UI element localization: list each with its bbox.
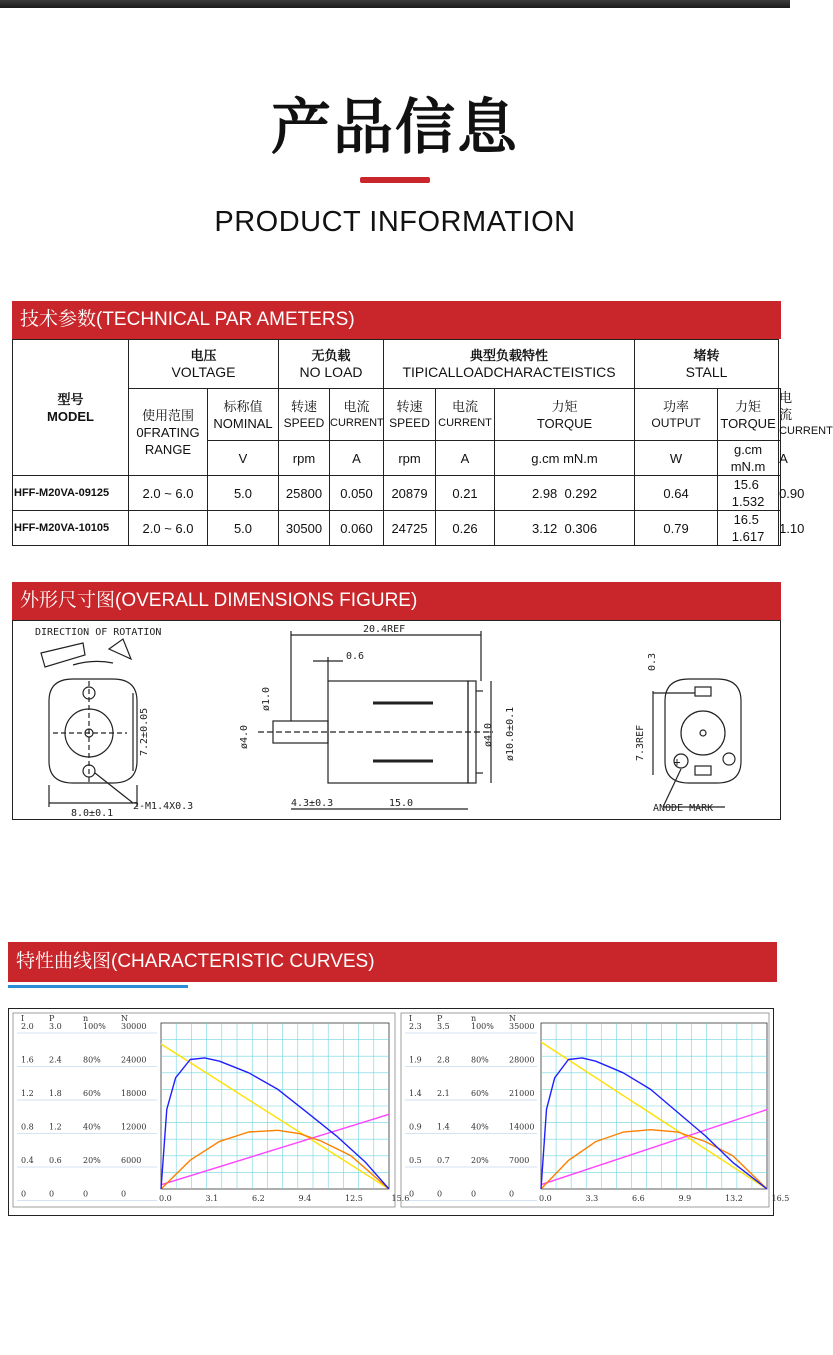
ld-speed-header bbox=[384, 389, 436, 441]
axis-header: I bbox=[21, 1014, 25, 1023]
dim-204-label: 20.4REF bbox=[363, 624, 406, 635]
curves-panel bbox=[8, 1008, 790, 1216]
cell-ld-torque-g: 3.12 bbox=[531, 520, 558, 536]
unit-w: W bbox=[635, 441, 718, 476]
scale-label: 1.9 bbox=[409, 1055, 422, 1065]
section-bar-technical: 技术参数(TECHNICAL PAR AMETERS) bbox=[12, 301, 781, 339]
rotation-arc bbox=[73, 661, 113, 665]
range-header-en1: 0FRATING bbox=[136, 424, 200, 440]
voltage-header bbox=[129, 340, 279, 389]
axis-header: N bbox=[121, 1014, 128, 1023]
scale-label: 1.4 bbox=[437, 1122, 450, 1132]
x-tick-label: 9.4 bbox=[298, 1194, 312, 1203]
scale-label: 20% bbox=[471, 1156, 489, 1165]
anode-plus-icon: + bbox=[673, 755, 681, 769]
scale-label: 40% bbox=[83, 1122, 101, 1132]
scale-label: 14000 bbox=[509, 1122, 535, 1132]
dim-phi100-label: ø10.0±0.1 bbox=[505, 706, 516, 761]
cell-nominal: 5.0 bbox=[208, 476, 279, 511]
cell-range: 2.0 ~ 6.0 bbox=[129, 476, 208, 511]
cell-model: HFF-M20VA-09125 bbox=[13, 476, 129, 511]
anode-label: ANODE MARK bbox=[653, 803, 714, 814]
scale-label: 20% bbox=[83, 1156, 101, 1165]
nl-speed-header bbox=[279, 389, 330, 441]
scale-label: 60% bbox=[83, 1089, 101, 1098]
nominal-header bbox=[208, 389, 279, 441]
axis-header: I bbox=[409, 1014, 413, 1023]
range-header-cn: 使用范围 bbox=[141, 407, 194, 423]
ld-torque-header bbox=[495, 389, 635, 441]
cell-model: HFF-M20VA-10105 bbox=[13, 511, 129, 546]
scale-label: 3.0 bbox=[49, 1022, 62, 1031]
scale-label: 28000 bbox=[509, 1055, 535, 1065]
rear-terminal-bottom bbox=[695, 766, 711, 775]
scale-label: 1.6 bbox=[21, 1055, 34, 1065]
unit-rpm-nl: rpm bbox=[279, 441, 330, 476]
scale-label: 1.2 bbox=[21, 1089, 34, 1098]
dim-03-label: 0.3 bbox=[647, 652, 658, 671]
noload-header bbox=[279, 340, 384, 389]
stall-header-cn: 堵转 bbox=[693, 348, 720, 363]
scale-label: 2.0 bbox=[21, 1022, 34, 1031]
axis-header: P bbox=[437, 1014, 443, 1023]
dim-direction-label: DIRECTION OF ROTATION bbox=[35, 627, 162, 638]
table-row bbox=[13, 511, 781, 546]
cell-ld-torque bbox=[495, 511, 635, 546]
model-header bbox=[13, 340, 129, 476]
dim-screw-label: 2-M1.4X0.3 bbox=[133, 801, 194, 812]
cell-nl-speed: 25800 bbox=[279, 476, 330, 511]
output-cn: 功率 bbox=[663, 398, 690, 414]
scale-label: 0.6 bbox=[49, 1156, 62, 1165]
nl-speed-en: SPEED bbox=[283, 415, 325, 430]
voltage-header-en: VOLTAGE bbox=[171, 364, 236, 380]
typical-header-cn: 典型负载特性 bbox=[470, 348, 549, 363]
x-tick-label: 13.2 bbox=[725, 1194, 743, 1203]
typical-header-en: TIPICALLOADCHARACTEISTICS bbox=[402, 364, 616, 380]
cell-ld-torque bbox=[495, 476, 635, 511]
cell-nl-speed: 30500 bbox=[279, 511, 330, 546]
scale-label: 2.4 bbox=[49, 1055, 62, 1065]
cell-ld-current: 0.26 bbox=[436, 511, 495, 546]
cell-ld-speed: 24725 bbox=[384, 511, 436, 546]
dim-73-label: 7.3REF bbox=[635, 724, 646, 761]
scale-label: 0.8 bbox=[21, 1122, 34, 1132]
scale-label: 40% bbox=[471, 1122, 489, 1132]
scale-label: 30000 bbox=[121, 1022, 147, 1031]
st-current-header bbox=[779, 389, 833, 441]
dim-phi40a-label: ø4.0 bbox=[239, 724, 250, 749]
rear-terminal-top bbox=[695, 687, 711, 696]
axis-header: N bbox=[509, 1014, 516, 1023]
scale-label: 18000 bbox=[121, 1089, 147, 1098]
ld-speed-cn: 转速 bbox=[396, 398, 423, 414]
scale-label: 24000 bbox=[121, 1055, 147, 1065]
x-tick-label: 16.5 bbox=[771, 1194, 790, 1203]
scale-label: 12000 bbox=[121, 1122, 147, 1132]
range-header-en2: RANGE bbox=[144, 441, 192, 457]
nominal-en: NOMINAL bbox=[213, 415, 273, 431]
scale-label: 80% bbox=[471, 1055, 489, 1065]
unit-torque-ld: g.cm mN.m bbox=[495, 441, 635, 476]
scale-label: 2.1 bbox=[437, 1089, 450, 1098]
scale-label: 0 bbox=[21, 1189, 27, 1199]
section-bar-dimensions: 外形尺寸图(OVERALL DIMENSIONS FIGURE) bbox=[12, 582, 781, 620]
cell-ld-current: 0.21 bbox=[436, 476, 495, 511]
model-header-cn: 型号 bbox=[57, 391, 84, 407]
table-row bbox=[13, 476, 781, 511]
x-tick-label: 0.0 bbox=[159, 1194, 172, 1203]
nl-current-header bbox=[330, 389, 384, 441]
scale-label: 1.4 bbox=[409, 1089, 422, 1098]
scale-label: 100% bbox=[83, 1022, 106, 1031]
cell-st-torque-g: 16.5 bbox=[733, 512, 759, 527]
nl-speed-cn: 转速 bbox=[290, 398, 317, 414]
range-header bbox=[129, 389, 208, 476]
scale-label: 0 bbox=[121, 1189, 127, 1199]
rear-view-vent bbox=[723, 753, 735, 765]
cell-ld-output: 0.79 bbox=[635, 511, 718, 546]
st-torque-cn: 力矩 bbox=[735, 398, 762, 414]
axis-header: P bbox=[49, 1014, 55, 1023]
dim-phi40b-label: ø4.0 bbox=[483, 722, 494, 747]
top-bar bbox=[0, 0, 790, 8]
dimensions-drawing bbox=[13, 621, 780, 819]
anode-leader bbox=[663, 769, 681, 807]
ld-current-en: CURRENT bbox=[438, 416, 492, 429]
unit-torque-st: g.cm mN.m bbox=[718, 441, 779, 476]
cell-ld-speed: 20879 bbox=[384, 476, 436, 511]
dim-phi10-label: ø1.0 bbox=[261, 686, 272, 711]
unit-v: V bbox=[208, 441, 279, 476]
nl-current-cn: 电流 bbox=[343, 398, 370, 414]
scale-label: 0 bbox=[471, 1189, 477, 1199]
scale-label: 1.8 bbox=[49, 1089, 62, 1098]
scale-label: 0 bbox=[83, 1189, 89, 1199]
screw-leader bbox=[95, 773, 133, 803]
output-header bbox=[635, 389, 718, 441]
output-en: OUTPUT bbox=[651, 415, 701, 430]
st-current-en: CURRENT bbox=[779, 425, 833, 437]
scale-label: 0.5 bbox=[409, 1156, 422, 1165]
dim-80-label: 8.0±0.1 bbox=[71, 808, 114, 819]
axis-header: n bbox=[471, 1014, 477, 1023]
x-tick-label: 12.5 bbox=[345, 1194, 363, 1203]
cell-st-torque-mn: 1.532 bbox=[731, 494, 765, 509]
scale-label: 60% bbox=[471, 1089, 489, 1098]
rotation-arrow-right bbox=[109, 639, 131, 659]
x-tick-label: 6.2 bbox=[252, 1194, 265, 1203]
cell-nl-current: 0.050 bbox=[330, 476, 384, 511]
cell-ld-output: 0.64 bbox=[635, 476, 718, 511]
scale-label: 7000 bbox=[509, 1156, 530, 1165]
x-tick-label: 3.1 bbox=[205, 1194, 219, 1203]
dim-72-label: 7.2±0.05 bbox=[139, 707, 150, 756]
cell-st-current: 1.10 bbox=[779, 511, 781, 546]
cell-nl-current: 0.060 bbox=[330, 511, 384, 546]
cell-st-torque-g: 15.6 bbox=[733, 477, 759, 492]
voltage-header-cn: 电压 bbox=[190, 348, 217, 363]
scale-label: 6000 bbox=[121, 1156, 142, 1165]
section-accent-line bbox=[8, 985, 188, 988]
typical-header bbox=[384, 340, 635, 389]
section-bar-curves: 特性曲线图(CHARACTERISTIC CURVES) bbox=[8, 942, 777, 982]
scale-label: 21000 bbox=[509, 1089, 535, 1098]
scale-label: 0 bbox=[509, 1189, 515, 1199]
unit-a-st: A bbox=[779, 441, 781, 476]
scale-label: 0 bbox=[409, 1189, 415, 1199]
ld-current-cn: 电流 bbox=[452, 398, 479, 414]
ld-current-header bbox=[436, 389, 495, 441]
scale-label: 3.5 bbox=[437, 1022, 450, 1031]
stall-header-en: STALL bbox=[685, 364, 728, 380]
cell-st-torque-mn: 1.617 bbox=[731, 529, 765, 544]
axis-header: n bbox=[83, 1014, 89, 1023]
unit-rpm-ld: rpm bbox=[384, 441, 436, 476]
rear-view-shaft bbox=[700, 730, 706, 736]
ld-torque-cn: 力矩 bbox=[551, 398, 578, 414]
cell-st-torque bbox=[718, 476, 779, 511]
scale-label: 0.7 bbox=[437, 1156, 450, 1165]
cell-ld-torque-mn: 0.292 bbox=[564, 485, 598, 501]
params-table bbox=[12, 339, 833, 546]
st-current-cn: 电流 bbox=[779, 390, 793, 422]
dimensions-figure bbox=[12, 620, 781, 820]
dim-43-label: 4.3±0.3 bbox=[291, 798, 334, 809]
page-title-cn: 产品信息 bbox=[271, 93, 519, 163]
dim-150-label: 15.0 bbox=[389, 798, 414, 809]
scale-label: 0 bbox=[437, 1189, 443, 1199]
st-torque-en: TORQUE bbox=[720, 415, 776, 431]
title-rule bbox=[360, 177, 430, 183]
scale-label: 0 bbox=[49, 1189, 55, 1199]
x-tick-label: 3.3 bbox=[585, 1194, 599, 1203]
noload-header-en: NO LOAD bbox=[299, 364, 363, 380]
nl-current-en: CURRENT bbox=[330, 416, 384, 429]
x-tick-label: 6.6 bbox=[632, 1194, 645, 1203]
model-header-en: MODEL bbox=[47, 408, 94, 424]
cell-range: 2.0 ~ 6.0 bbox=[129, 511, 208, 546]
noload-header-cn: 无负载 bbox=[311, 348, 351, 363]
unit-a-ld: A bbox=[436, 441, 495, 476]
cell-st-torque bbox=[718, 511, 779, 546]
scale-label: 2.8 bbox=[437, 1055, 450, 1065]
cell-ld-torque-mn: 0.306 bbox=[564, 520, 598, 536]
cell-nominal: 5.0 bbox=[208, 511, 279, 546]
scale-label: 0.4 bbox=[21, 1156, 34, 1165]
x-tick-label: 15.6 bbox=[391, 1194, 410, 1203]
scale-label: 80% bbox=[83, 1055, 101, 1065]
dim-06-label: 0.6 bbox=[346, 651, 365, 662]
scale-label: 0.9 bbox=[409, 1122, 422, 1132]
page-title-en: PRODUCT INFORMATION bbox=[214, 206, 576, 238]
stall-header bbox=[635, 340, 779, 389]
x-tick-label: 9.9 bbox=[678, 1194, 692, 1203]
scale-label: 35000 bbox=[509, 1022, 535, 1031]
x-tick-label: 0.0 bbox=[539, 1194, 552, 1203]
nominal-cn: 标称值 bbox=[223, 398, 263, 414]
cell-ld-torque-g: 2.98 bbox=[531, 485, 558, 501]
scale-label: 2.3 bbox=[409, 1022, 422, 1031]
rear-view-boss bbox=[681, 711, 725, 755]
ld-speed-en: SPEED bbox=[389, 415, 430, 430]
scale-label: 100% bbox=[471, 1022, 494, 1031]
cell-st-current: 0.90 bbox=[779, 476, 781, 511]
scale-label: 1.2 bbox=[49, 1122, 62, 1132]
curves-drawing bbox=[9, 1009, 790, 1215]
ld-torque-en: TORQUE bbox=[536, 415, 593, 431]
unit-a-nl: A bbox=[330, 441, 384, 476]
